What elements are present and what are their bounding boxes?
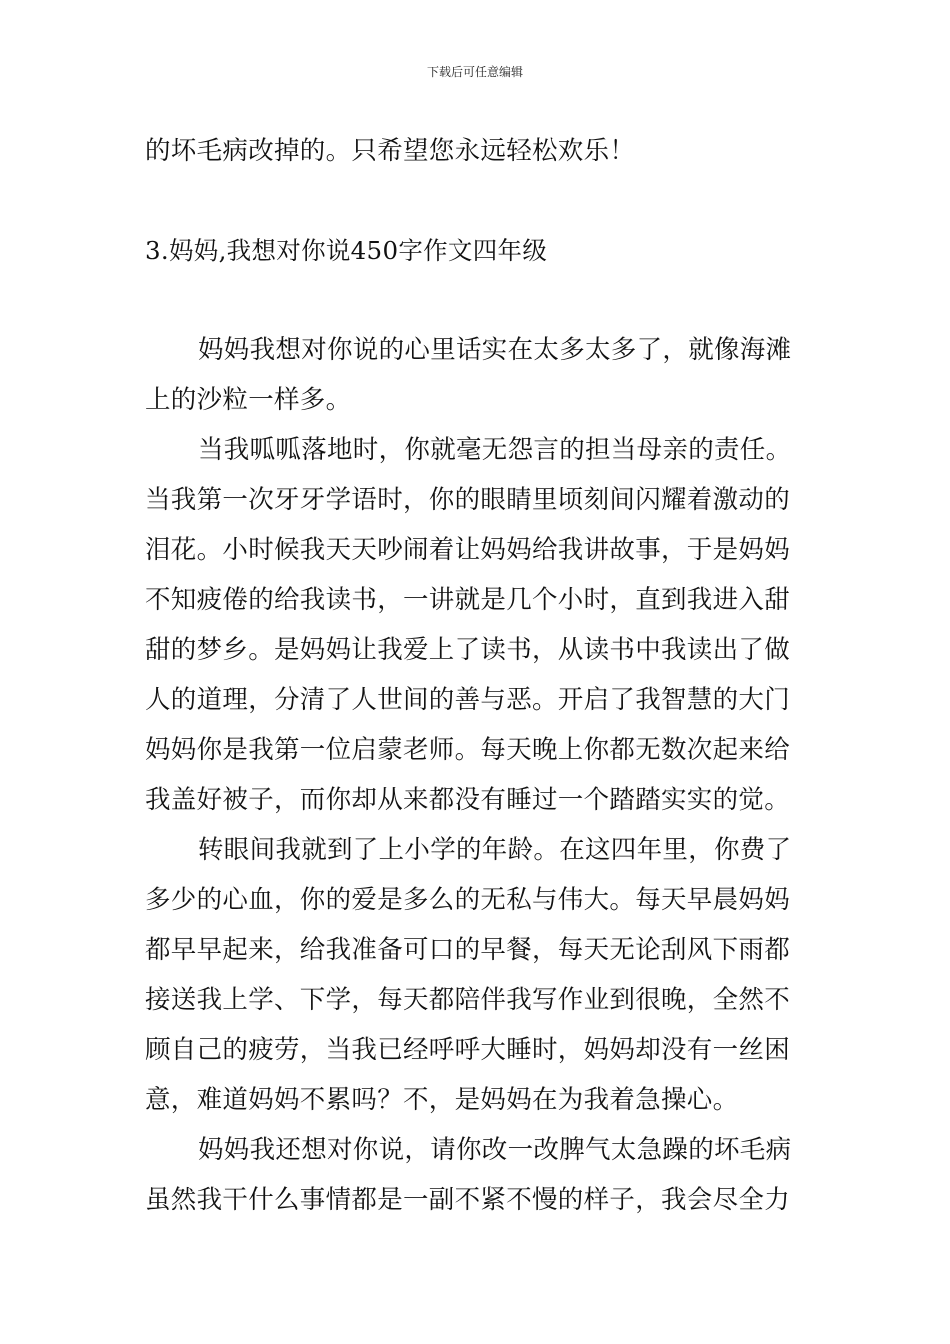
paragraph-first-line: 妈妈我想对你说的心里话实在太多太多了，就像海滩	[198, 335, 792, 365]
page-header-note: 下载后可任意编辑	[426, 65, 523, 79]
text-line: 泪花。小时候我天天吵闹着让妈妈给我讲故事，于是妈妈	[145, 535, 791, 565]
essay-body	[145, 325, 811, 1225]
section-heading	[145, 226, 811, 276]
text-line: 多少的心血，你的爱是多么的无私与伟大。每天早晨妈妈	[145, 885, 791, 915]
carryover-paragraph	[145, 126, 811, 176]
text-line: 我盖好被子，而你却从来都没有睡过一个踏踏实实的觉。	[145, 785, 791, 815]
text-line: 虽然我干什么事情都是一副不紧不慢的样子，我会尽全力	[145, 1185, 791, 1215]
text-line: 的坏毛病改掉的。只希望您永远轻松欢乐！	[145, 136, 636, 166]
text-line: 接送我上学、下学，每天都陪伴我写作业到很晚，全然不	[145, 985, 791, 1015]
section-heading-text: 3.妈妈,我想对你说450字作文四年级	[145, 236, 548, 265]
text-line: 甜的梦乡。是妈妈让我爱上了读书，从读书中我读出了做	[145, 635, 791, 665]
text-line: 当我第一次牙牙学语时，你的眼睛里顷刻间闪耀着激动的	[145, 485, 791, 515]
text-line: 都早早起来，给我准备可口的早餐，每天无论刮风下雨都	[145, 935, 791, 965]
paragraph-first-line: 当我呱呱落地时，你就毫无怨言的担当母亲的责任。	[198, 435, 792, 465]
text-line: 妈妈你是我第一位启蒙老师。每天晚上你都无数次起来给	[145, 735, 791, 765]
text-line: 不知疲倦的给我读书，一讲就是几个小时，直到我进入甜	[145, 585, 791, 615]
text-line: 意，难道妈妈不累吗？不，是妈妈在为我着急操心。	[145, 1085, 739, 1115]
paragraph-first-line: 妈妈我还想对你说，请你改一改脾气太急躁的坏毛病	[198, 1135, 792, 1165]
paragraph-first-line: 转眼间我就到了上小学的年龄。在这四年里，你费了	[198, 835, 792, 865]
text-line: 人的道理，分清了人世间的善与恶。开启了我智慧的大门	[145, 685, 791, 715]
text-line: 上的沙粒一样多。	[145, 385, 352, 415]
text-line: 顾自己的疲劳，当我已经呼呼大睡时，妈妈却没有一丝困	[145, 1035, 791, 1065]
